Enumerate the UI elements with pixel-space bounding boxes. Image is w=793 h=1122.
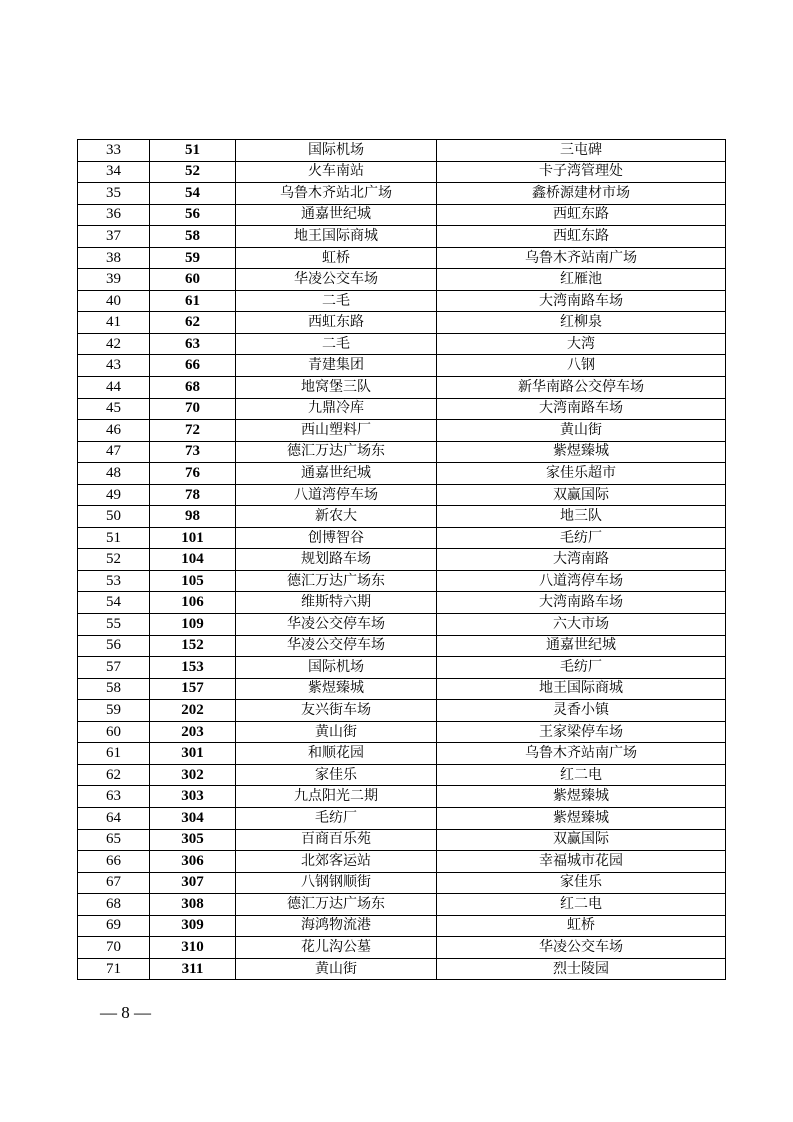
row-number-cell: 67 xyxy=(78,872,150,894)
table-row xyxy=(78,721,726,743)
end-station-cell: 烈士陵园 xyxy=(437,958,726,980)
row-number-cell: 52 xyxy=(78,549,150,571)
end-station-cell: 红柳泉 xyxy=(437,312,726,334)
start-station-cell: 黄山街 xyxy=(236,958,437,980)
table-row xyxy=(78,635,726,657)
start-station-cell: 九鼎冷库 xyxy=(236,398,437,420)
row-number-cell: 50 xyxy=(78,506,150,528)
route-number-cell: 106 xyxy=(150,592,236,614)
row-number-cell: 45 xyxy=(78,398,150,420)
route-number-cell: 308 xyxy=(150,894,236,916)
end-station-cell: 黄山街 xyxy=(437,420,726,442)
table-row xyxy=(78,377,726,399)
start-station-cell: 二毛 xyxy=(236,290,437,312)
end-station-cell: 家佳乐超市 xyxy=(437,463,726,485)
route-number-cell: 56 xyxy=(150,204,236,226)
route-number-cell: 70 xyxy=(150,398,236,420)
start-station-cell: 德汇万达广场东 xyxy=(236,570,437,592)
start-station-cell: 维斯特六期 xyxy=(236,592,437,614)
table-row xyxy=(78,614,726,636)
table-row xyxy=(78,484,726,506)
table-row xyxy=(78,700,726,722)
start-station-cell: 华凌公交停车场 xyxy=(236,635,437,657)
end-station-cell: 红二电 xyxy=(437,764,726,786)
start-station-cell: 九点阳光二期 xyxy=(236,786,437,808)
route-number-cell: 98 xyxy=(150,506,236,528)
start-station-cell: 花儿沟公墓 xyxy=(236,937,437,959)
table-row xyxy=(78,527,726,549)
end-station-cell: 大湾南路 xyxy=(437,549,726,571)
start-station-cell: 海鸿物流港 xyxy=(236,915,437,937)
end-station-cell: 家佳乐 xyxy=(437,872,726,894)
route-number-cell: 202 xyxy=(150,700,236,722)
row-number-cell: 66 xyxy=(78,851,150,873)
start-station-cell: 虹桥 xyxy=(236,247,437,269)
end-station-cell: 红雁池 xyxy=(437,269,726,291)
route-number-cell: 76 xyxy=(150,463,236,485)
row-number-cell: 38 xyxy=(78,247,150,269)
route-number-cell: 54 xyxy=(150,183,236,205)
table-row xyxy=(78,657,726,679)
end-station-cell: 华凌公交车场 xyxy=(437,937,726,959)
table-row xyxy=(78,549,726,571)
start-station-cell: 国际机场 xyxy=(236,657,437,679)
route-number-cell: 51 xyxy=(150,140,236,162)
route-number-cell: 109 xyxy=(150,614,236,636)
table-row xyxy=(78,398,726,420)
start-station-cell: 紫煜臻城 xyxy=(236,678,437,700)
row-number-cell: 54 xyxy=(78,592,150,614)
row-number-cell: 58 xyxy=(78,678,150,700)
row-number-cell: 62 xyxy=(78,764,150,786)
end-station-cell: 虹桥 xyxy=(437,915,726,937)
end-station-cell: 三屯碑 xyxy=(437,140,726,162)
table-row xyxy=(78,678,726,700)
end-station-cell: 地三队 xyxy=(437,506,726,528)
table-row xyxy=(78,807,726,829)
start-station-cell: 西虹东路 xyxy=(236,312,437,334)
route-number-cell: 59 xyxy=(150,247,236,269)
route-number-cell: 152 xyxy=(150,635,236,657)
start-station-cell: 创博智谷 xyxy=(236,527,437,549)
start-station-cell: 北郊客运站 xyxy=(236,851,437,873)
row-number-cell: 51 xyxy=(78,527,150,549)
end-station-cell: 紫煜臻城 xyxy=(437,441,726,463)
start-station-cell: 新农大 xyxy=(236,506,437,528)
route-number-cell: 307 xyxy=(150,872,236,894)
route-number-cell: 104 xyxy=(150,549,236,571)
route-number-cell: 73 xyxy=(150,441,236,463)
row-number-cell: 59 xyxy=(78,700,150,722)
start-station-cell: 规划路车场 xyxy=(236,549,437,571)
route-number-cell: 52 xyxy=(150,161,236,183)
end-station-cell: 大湾南路车场 xyxy=(437,398,726,420)
table-row xyxy=(78,312,726,334)
row-number-cell: 61 xyxy=(78,743,150,765)
row-number-cell: 40 xyxy=(78,290,150,312)
table-row xyxy=(78,915,726,937)
end-station-cell: 紫煜臻城 xyxy=(437,807,726,829)
start-station-cell: 乌鲁木齐站北广场 xyxy=(236,183,437,205)
table-row xyxy=(78,872,726,894)
start-station-cell: 火车南站 xyxy=(236,161,437,183)
end-station-cell: 毛纺厂 xyxy=(437,527,726,549)
end-station-cell: 乌鲁木齐站南广场 xyxy=(437,247,726,269)
row-number-cell: 47 xyxy=(78,441,150,463)
table-row xyxy=(78,786,726,808)
route-number-cell: 157 xyxy=(150,678,236,700)
row-number-cell: 55 xyxy=(78,614,150,636)
start-station-cell: 毛纺厂 xyxy=(236,807,437,829)
row-number-cell: 57 xyxy=(78,657,150,679)
end-station-cell: 西虹东路 xyxy=(437,204,726,226)
table-row xyxy=(78,247,726,269)
end-station-cell: 新华南路公交停车场 xyxy=(437,377,726,399)
start-station-cell: 华凌公交车场 xyxy=(236,269,437,291)
table-row xyxy=(78,269,726,291)
route-number-cell: 310 xyxy=(150,937,236,959)
end-station-cell: 鑫桥源建材市场 xyxy=(437,183,726,205)
table-row xyxy=(78,226,726,248)
start-station-cell: 和顺花园 xyxy=(236,743,437,765)
row-number-cell: 35 xyxy=(78,183,150,205)
row-number-cell: 65 xyxy=(78,829,150,851)
start-station-cell: 地王国际商城 xyxy=(236,226,437,248)
row-number-cell: 37 xyxy=(78,226,150,248)
route-number-cell: 303 xyxy=(150,786,236,808)
route-number-cell: 66 xyxy=(150,355,236,377)
route-table xyxy=(77,139,726,980)
route-table-body xyxy=(78,140,726,980)
table-row xyxy=(78,290,726,312)
end-station-cell: 红二电 xyxy=(437,894,726,916)
end-station-cell: 毛纺厂 xyxy=(437,657,726,679)
row-number-cell: 71 xyxy=(78,958,150,980)
end-station-cell: 双赢国际 xyxy=(437,484,726,506)
row-number-cell: 64 xyxy=(78,807,150,829)
start-station-cell: 通嘉世纪城 xyxy=(236,463,437,485)
table-row xyxy=(78,463,726,485)
table-row xyxy=(78,851,726,873)
route-number-cell: 309 xyxy=(150,915,236,937)
start-station-cell: 华凌公交停车场 xyxy=(236,614,437,636)
end-station-cell: 六大市场 xyxy=(437,614,726,636)
end-station-cell: 王家梁停车场 xyxy=(437,721,726,743)
route-number-cell: 58 xyxy=(150,226,236,248)
table-row xyxy=(78,743,726,765)
end-station-cell: 西虹东路 xyxy=(437,226,726,248)
start-station-cell: 黄山街 xyxy=(236,721,437,743)
route-number-cell: 72 xyxy=(150,420,236,442)
route-number-cell: 60 xyxy=(150,269,236,291)
row-number-cell: 43 xyxy=(78,355,150,377)
end-station-cell: 灵香小镇 xyxy=(437,700,726,722)
route-number-cell: 78 xyxy=(150,484,236,506)
end-station-cell: 卡子湾管理处 xyxy=(437,161,726,183)
table-row xyxy=(78,441,726,463)
table-row xyxy=(78,204,726,226)
row-number-cell: 70 xyxy=(78,937,150,959)
end-station-cell: 八钢 xyxy=(437,355,726,377)
start-station-cell: 西山塑料厂 xyxy=(236,420,437,442)
end-station-cell: 大湾南路车场 xyxy=(437,592,726,614)
route-number-cell: 304 xyxy=(150,807,236,829)
row-number-cell: 53 xyxy=(78,570,150,592)
route-number-cell: 153 xyxy=(150,657,236,679)
route-number-cell: 62 xyxy=(150,312,236,334)
row-number-cell: 36 xyxy=(78,204,150,226)
start-station-cell: 八钢钢顺街 xyxy=(236,872,437,894)
end-station-cell: 地王国际商城 xyxy=(437,678,726,700)
end-station-cell: 八道湾停车场 xyxy=(437,570,726,592)
start-station-cell: 八道湾停车场 xyxy=(236,484,437,506)
table-row xyxy=(78,592,726,614)
end-station-cell: 幸福城市花园 xyxy=(437,851,726,873)
route-number-cell: 101 xyxy=(150,527,236,549)
start-station-cell: 友兴街车场 xyxy=(236,700,437,722)
table-row xyxy=(78,937,726,959)
route-number-cell: 311 xyxy=(150,958,236,980)
row-number-cell: 33 xyxy=(78,140,150,162)
route-number-cell: 301 xyxy=(150,743,236,765)
row-number-cell: 49 xyxy=(78,484,150,506)
row-number-cell: 56 xyxy=(78,635,150,657)
route-number-cell: 302 xyxy=(150,764,236,786)
start-station-cell: 德汇万达广场东 xyxy=(236,894,437,916)
row-number-cell: 69 xyxy=(78,915,150,937)
row-number-cell: 63 xyxy=(78,786,150,808)
route-number-cell: 203 xyxy=(150,721,236,743)
end-station-cell: 通嘉世纪城 xyxy=(437,635,726,657)
row-number-cell: 34 xyxy=(78,161,150,183)
end-station-cell: 紫煜臻城 xyxy=(437,786,726,808)
end-station-cell: 乌鲁木齐站南广场 xyxy=(437,743,726,765)
table-row xyxy=(78,506,726,528)
route-number-cell: 63 xyxy=(150,333,236,355)
table-row xyxy=(78,140,726,162)
end-station-cell: 大湾 xyxy=(437,333,726,355)
end-station-cell: 大湾南路车场 xyxy=(437,290,726,312)
start-station-cell: 青建集团 xyxy=(236,355,437,377)
row-number-cell: 48 xyxy=(78,463,150,485)
table-row xyxy=(78,764,726,786)
table-row xyxy=(78,183,726,205)
start-station-cell: 地窝堡三队 xyxy=(236,377,437,399)
table-row xyxy=(78,333,726,355)
table-row xyxy=(78,420,726,442)
table-row xyxy=(78,829,726,851)
route-number-cell: 68 xyxy=(150,377,236,399)
table-row xyxy=(78,570,726,592)
table-row xyxy=(78,161,726,183)
start-station-cell: 通嘉世纪城 xyxy=(236,204,437,226)
table-row xyxy=(78,958,726,980)
row-number-cell: 46 xyxy=(78,420,150,442)
end-station-cell: 双赢国际 xyxy=(437,829,726,851)
route-number-cell: 105 xyxy=(150,570,236,592)
route-number-cell: 306 xyxy=(150,851,236,873)
start-station-cell: 二毛 xyxy=(236,333,437,355)
route-number-cell: 305 xyxy=(150,829,236,851)
row-number-cell: 44 xyxy=(78,377,150,399)
row-number-cell: 60 xyxy=(78,721,150,743)
start-station-cell: 家佳乐 xyxy=(236,764,437,786)
table-row xyxy=(78,894,726,916)
start-station-cell: 德汇万达广场东 xyxy=(236,441,437,463)
row-number-cell: 41 xyxy=(78,312,150,334)
start-station-cell: 国际机场 xyxy=(236,140,437,162)
row-number-cell: 68 xyxy=(78,894,150,916)
start-station-cell: 百商百乐苑 xyxy=(236,829,437,851)
row-number-cell: 39 xyxy=(78,269,150,291)
page-number: — 8 — xyxy=(100,1003,151,1022)
row-number-cell: 42 xyxy=(78,333,150,355)
table-row xyxy=(78,355,726,377)
route-number-cell: 61 xyxy=(150,290,236,312)
